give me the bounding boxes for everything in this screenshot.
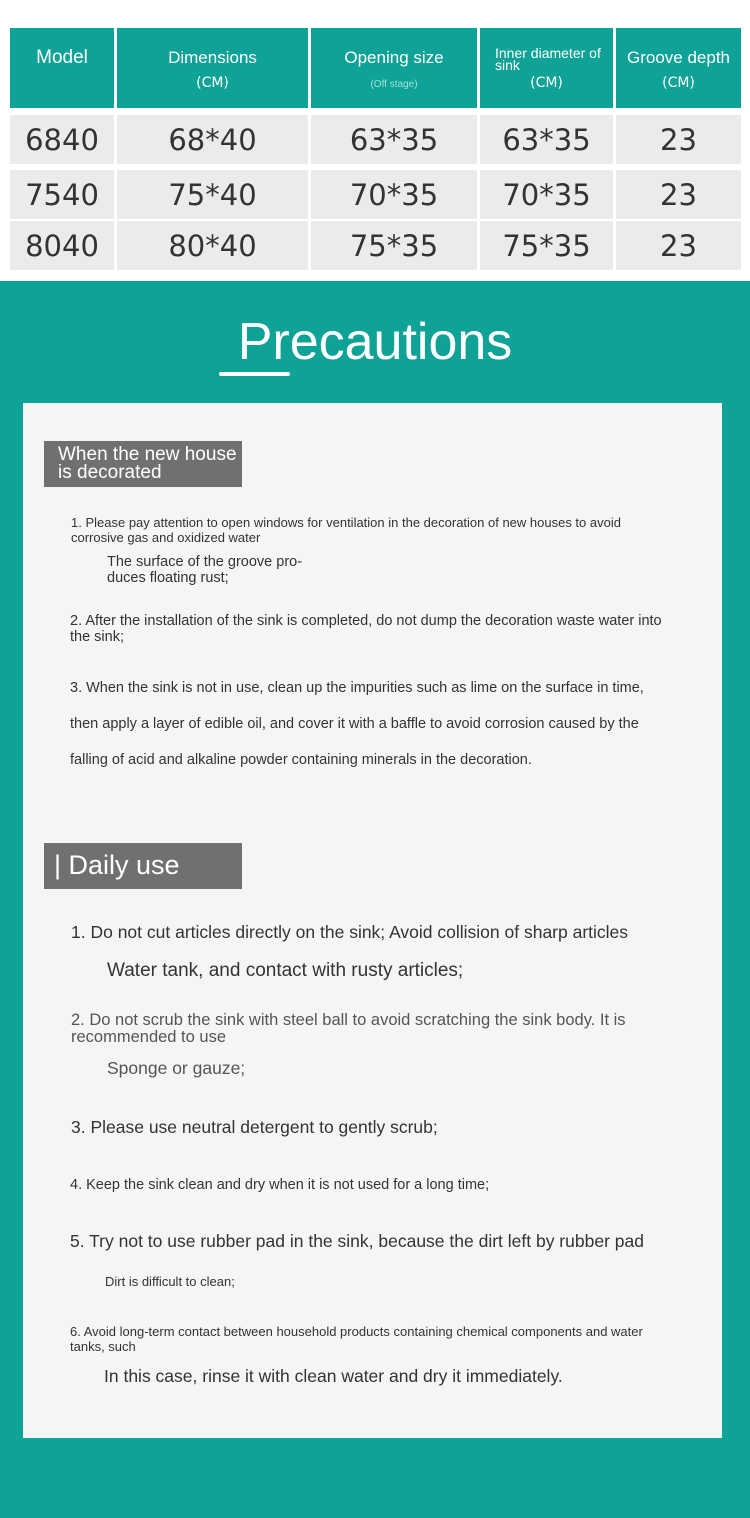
header-sub: (CM) (196, 75, 229, 91)
header-sub: (CM) (662, 75, 695, 91)
list-item: 5. Try not to use rubber pad in the sink, because the dirt left by rubber pad (70, 1231, 644, 1251)
list-item: The surface of the groove pro- duces floating rust; (107, 554, 303, 586)
header-groove-depth (616, 28, 741, 108)
header-title: Model (36, 47, 88, 68)
table-cell-model: 8040 (10, 221, 114, 270)
header-sub: (Off stage) (370, 79, 418, 90)
title-underline (219, 372, 290, 376)
table-cell-depth: 23 (616, 115, 741, 164)
page-title: Precautions (237, 313, 513, 371)
list-item: 6. Avoid long-term contact between household products containing chemical components and water tanks, such (70, 1324, 643, 1354)
list-item: 2. After the installation of the sink is completed, do not dump the decoration waste water into the sink; (70, 613, 662, 645)
table-cell-model: 6840 (10, 115, 114, 164)
table-cell-model: 7540 (10, 170, 114, 219)
table-cell-dimensions: 80*40 (117, 221, 308, 270)
table-cell-dimensions: 75*40 (117, 170, 308, 219)
header-opening-size (311, 28, 477, 108)
header-title: Groove depth (626, 48, 730, 67)
section-tag-label: When the new house is decorated (58, 444, 237, 483)
list-item: falling of acid and alkaline powder containing minerals in the decoration. (70, 752, 532, 768)
header-dimensions (117, 28, 308, 108)
list-item: 2. Do not scrub the sink with steel ball to avoid scratching the sink body. It is recommended to use (71, 1011, 626, 1046)
header-model (10, 28, 114, 108)
section-tag-label: | Daily use (54, 850, 180, 880)
table-cell-opening: 70*35 (311, 170, 477, 219)
list-item: then apply a layer of edible oil, and cover it with a baffle to avoid corrosion caused by the (70, 716, 639, 732)
header-title: Opening size (344, 48, 444, 67)
list-item: 4. Keep the sink clean and dry when it is not used for a long time; (70, 1177, 490, 1193)
list-item: Sponge or gauze; (107, 1058, 246, 1078)
header-title: Dimensions (168, 48, 257, 67)
list-item: In this case, rinse it with clean water and dry it immediately. (104, 1366, 563, 1386)
header-inner-diameter (480, 28, 613, 108)
header-sub: (CM) (530, 75, 563, 91)
list-item: Dirt is difficult to clean; (105, 1274, 235, 1289)
list-item: 1. Do not cut articles directly on the sink; Avoid collision of sharp articles (71, 922, 629, 942)
table-cell-depth: 23 (616, 221, 741, 270)
table-cell-opening: 63*35 (311, 115, 477, 164)
table-cell-inner: 70*35 (480, 170, 613, 219)
table-cell-depth: 23 (616, 170, 741, 219)
list-item: 3. When the sink is not in use, clean up the impurities such as lime on the surface in time, (70, 680, 644, 696)
section-tag-daily-use (44, 843, 242, 889)
table-cell-inner: 63*35 (480, 115, 613, 164)
list-item: 3. Please use neutral detergent to gently scrub; (71, 1117, 438, 1137)
header-title: Inner diameter of sink (495, 45, 601, 73)
section-tag-decoration (44, 441, 242, 487)
list-item: Water tank, and contact with rusty articles; (107, 960, 464, 981)
table-cell-opening: 75*35 (311, 221, 477, 270)
table-cell-inner: 75*35 (480, 221, 613, 270)
list-item: 1. Please pay attention to open windows for ventilation in the decoration of new houses to avoid corrosive gas and oxidized water (71, 515, 621, 545)
table-cell-dimensions: 68*40 (117, 115, 308, 164)
